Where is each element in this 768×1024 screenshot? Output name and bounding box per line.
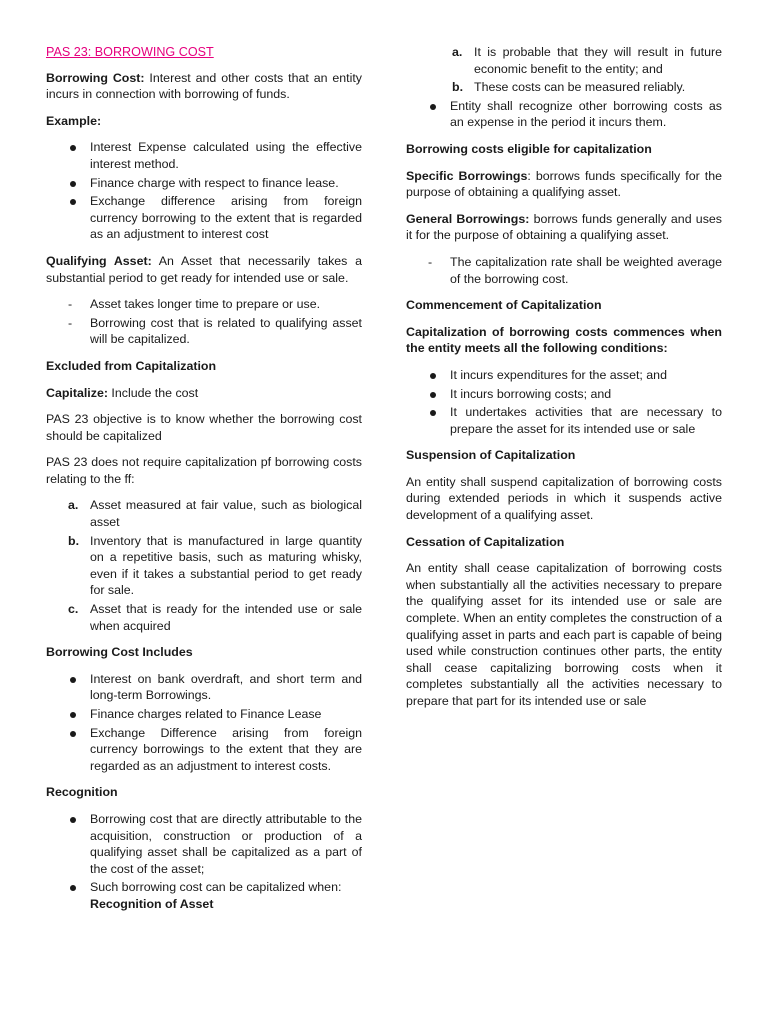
- list-item: a. It is probable that they will result in future economic benefit to the entity; and: [452, 45, 722, 76]
- specific-borrowings-definition: [406, 168, 722, 201]
- bullet-icon: [70, 731, 76, 737]
- example-heading: Example:: [46, 113, 102, 128]
- conditions-list: [406, 44, 722, 96]
- eligible-heading: Borrowing costs eligible for capitalization: [406, 141, 652, 156]
- bullet-icon: [430, 104, 436, 110]
- qualifying-asset-definition: [46, 253, 362, 286]
- capitalize-definition: [46, 385, 362, 402]
- bullet-icon: [70, 199, 76, 205]
- letter-marker: a.: [452, 45, 463, 59]
- suspension-heading: Suspension of Capitalization: [406, 448, 576, 463]
- definition-text: An Asset that necessarily takes a substantial period to get ready for intended use or sale.: [46, 253, 362, 285]
- list-item: Finance charges related to Finance Lease: [46, 706, 362, 723]
- list-item: - The capitalization rate shall be weighted average of the borrowing cost.: [428, 254, 722, 286]
- bullet-icon: [70, 181, 76, 187]
- recognition-list: [46, 811, 362, 913]
- right-column: [406, 44, 722, 720]
- example-list: [46, 139, 362, 243]
- bullet-icon: [70, 145, 76, 151]
- list-item: Exchange difference arising from foreign currency borrowing to the extent that is regarded as an adjustment to interest cost: [46, 193, 362, 243]
- other-costs-list: [406, 98, 722, 131]
- list-item: c. Asset that is ready for the intended use or sale when acquired: [68, 602, 362, 633]
- definition-term: Qualifying Asset:: [46, 253, 152, 268]
- bullet-icon: [430, 373, 436, 379]
- list-item: Finance charge with respect to finance lease.: [46, 175, 362, 192]
- list-item: It undertakes activities that are necessary to prepare the asset for its intended use or sale: [406, 404, 722, 437]
- qualifying-points-list: [46, 296, 362, 348]
- recognition-heading: Recognition: [46, 785, 118, 800]
- suspension-text: An entity shall suspend capitalization of borrowing costs during extended periods in which it suspends active development of a qualifying asset.: [406, 474, 722, 523]
- commencement-text: Capitalization of borrowing costs commences when the entity meets all the following conditions:: [406, 324, 722, 356]
- list-item: - Borrowing cost that is related to qualifying asset will be capitalized.: [68, 315, 362, 347]
- letter-marker: b.: [68, 533, 80, 548]
- list-item: b. Inventory that is manufactured in large quantity on a repetitive basis, such as maturing whisky, even if it takes a substantial period to get ready for sale.: [68, 533, 362, 598]
- includes-list: [46, 671, 362, 775]
- recognition-asset-label: Recognition of Asset: [90, 896, 214, 911]
- commencement-list: [406, 367, 722, 437]
- bullet-icon: [70, 677, 76, 683]
- list-item: Borrowing cost that are directly attributable to the acquisition, construction or production of a qualifying asset shall be capitalized as a part of the cost of the asset;: [46, 811, 362, 877]
- list-item: Exchange Difference arising from foreign currency borrowings to the extent that they are regarded as an adjustment to interest costs.: [46, 725, 362, 775]
- list-item: Interest on bank overdraft, and short term and long-term Borrowings.: [46, 671, 362, 704]
- dash-marker: -: [68, 297, 73, 312]
- definition-term: Capitalize:: [46, 385, 108, 400]
- dash-marker: -: [68, 315, 73, 330]
- list-item: Interest Expense calculated using the effective interest method.: [46, 139, 362, 172]
- bullet-icon: [70, 712, 76, 718]
- commencement-heading: Commencement of Capitalization: [406, 298, 602, 313]
- left-column: [46, 44, 362, 923]
- letter-marker: b.: [452, 80, 464, 95]
- list-item: It incurs expenditures for the asset; and: [406, 367, 722, 384]
- rate-list: [406, 254, 722, 287]
- borrowing-cost-definition: [46, 70, 362, 103]
- list-item: Such borrowing cost can be capitalized when: Recognition of Asset: [46, 879, 362, 912]
- document-title: PAS 23: BORROWING COST: [46, 45, 214, 59]
- list-item: b. These costs can be measured reliably.: [452, 80, 686, 95]
- letter-marker: c.: [68, 602, 79, 617]
- definition-term: Specific Borrowings: [406, 168, 528, 183]
- definition-text: Include the cost: [107, 385, 199, 400]
- definition-term: General Borrowings:: [406, 211, 530, 226]
- list-item: Entity shall recognize other borrowing costs as an expense in the period it incurs them.: [406, 98, 722, 131]
- bullet-icon: [430, 410, 436, 416]
- excluded-heading: Excluded from Capitalization: [46, 358, 217, 373]
- includes-heading: Borrowing Cost Includes: [46, 645, 193, 660]
- letter-marker: a.: [68, 498, 79, 513]
- not-require-paragraph: PAS 23 does not require capitalization pf borrowing costs relating to the ff:: [46, 455, 362, 486]
- definition-text: borrows funds generally and uses it for the purpose of obtaining a qualifying asset.: [406, 211, 722, 243]
- definition-text: : borrows funds specifically for the purpose of obtaining a qualifying asset.: [406, 168, 722, 200]
- list-item: - Asset takes longer time to prepare or use.: [68, 297, 321, 312]
- bullet-icon: [70, 885, 76, 891]
- definition-text: Interest and other costs that an entity incurs in connection with borrowing of funds.: [46, 70, 362, 102]
- not-require-list: [46, 497, 362, 634]
- cessation-heading: Cessation of Capitalization: [406, 534, 565, 549]
- definition-term: Borrowing Cost:: [46, 70, 145, 85]
- list-item: It incurs borrowing costs; and: [406, 386, 722, 403]
- cessation-text: An entity shall cease capitalization of borrowing costs when substantially all the activities necessary to prepare the qualifying asset for its intended use or sale are complete. When an entity completes the construction of a qualifying asset in parts and each part is capable of being used while construction continues other parts, the entity shall cease capitalizing borrowing costs when it completes substantially all the activities necessary to prepare that part for its intended use or sale: [406, 561, 722, 708]
- list-item: a. Asset measured at fair value, such as biological asset: [68, 498, 362, 530]
- bullet-icon: [430, 392, 436, 398]
- general-borrowings-definition: [406, 211, 722, 244]
- dash-marker: -: [428, 254, 433, 269]
- bullet-icon: [70, 817, 76, 823]
- objective-paragraph: PAS 23 objective is to know whether the borrowing cost should be capitalized: [46, 412, 362, 443]
